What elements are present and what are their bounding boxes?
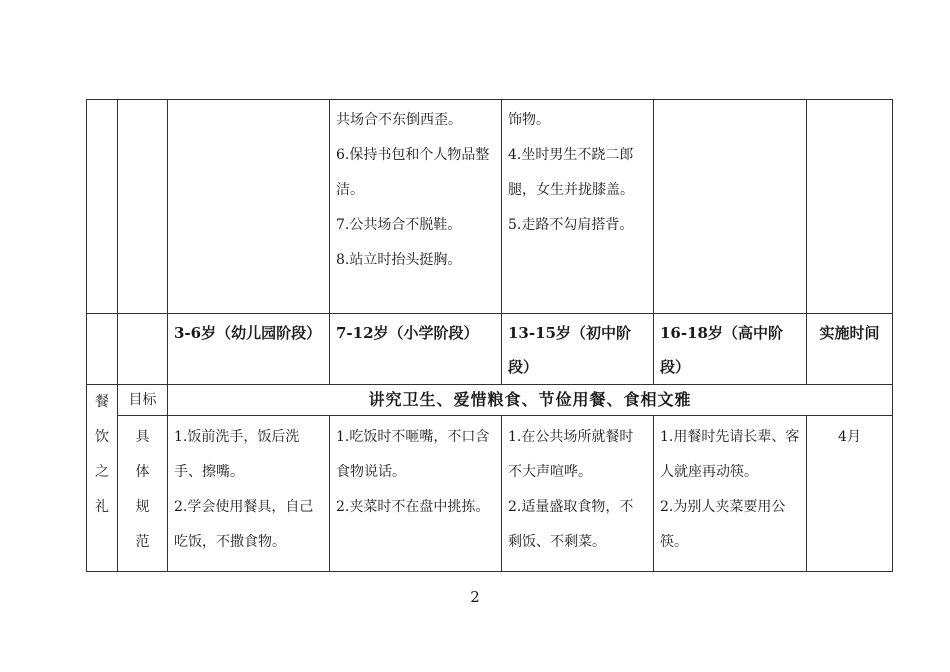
goal-row: [87, 385, 893, 416]
spec-stage4: [654, 416, 807, 572]
spec-char: 体: [135, 464, 150, 480]
header-stage1: 3-6岁（幼儿园阶段）: [168, 314, 330, 385]
primary-continued-cell: [330, 100, 502, 314]
empty-cell: [654, 100, 807, 314]
spec-stage3: [502, 416, 654, 572]
rule-item: 1.在公共场所就餐时不大声喧哗。: [508, 429, 634, 480]
spec-char: 规: [135, 499, 150, 515]
rule-item: 饰物。: [508, 112, 550, 128]
rule-item: 共场合不东倒西歪。: [336, 112, 462, 128]
category-char: 礼: [95, 499, 109, 515]
rule-item: 2.为别人夹菜要用公筷。: [660, 499, 786, 550]
rule-item: 7.公共场合不脱鞋。: [336, 217, 462, 233]
etiquette-table: [86, 99, 893, 572]
rule-item: 1.吃饭时不咂嘴，不口含食物说话。: [336, 429, 490, 480]
category-char: 饮: [95, 429, 109, 445]
rule-item: 8.站立时抬头挺胸。: [336, 252, 462, 268]
spec-row: [87, 416, 893, 572]
spec-char: 范: [135, 534, 150, 550]
category-char: 餐: [95, 394, 109, 410]
continued-row: [87, 100, 893, 314]
header-time: 实施时间: [807, 314, 893, 385]
rule-item: 1.用餐时先请长辈、客人就座再动筷。: [660, 429, 800, 480]
empty-cell: [807, 100, 893, 314]
middle-continued-cell: [502, 100, 654, 314]
header-stage4: 16-18岁（高中阶段）: [654, 314, 807, 385]
category-char: 之: [95, 464, 109, 480]
empty-cell: [87, 100, 118, 314]
header-row: [87, 314, 893, 385]
rule-item: 2.适量盛取食物，不剩饭、不剩菜。: [508, 499, 634, 550]
page-number: 2: [470, 588, 480, 606]
empty-cell: [168, 100, 330, 314]
rule-item: 1.饭前洗手，饭后洗手、擦嘴。: [174, 429, 300, 480]
rule-item: 6.保持书包和个人物品整洁。: [336, 147, 490, 198]
rule-item: 2.学会使用餐具，自己吃饭，不撒食物。: [174, 499, 314, 550]
empty-cell: [118, 100, 168, 314]
category-cell: [87, 385, 118, 572]
rule-item: 4.坐时男生不跷二郎腿，女生并拢膝盖。: [508, 147, 634, 198]
header-stage3: 13-15岁（初中阶段）: [502, 314, 654, 385]
spec-time: 4月: [807, 416, 893, 572]
rule-item: 5.走路不勾肩搭背。: [508, 217, 634, 233]
spec-stage1: [168, 416, 330, 572]
goal-label: 目标: [118, 385, 168, 416]
rule-item: 2.夹菜时不在盘中挑拣。: [336, 499, 490, 515]
header-stage2: 7-12岁（小学阶段）: [330, 314, 502, 385]
goal-text: 讲究卫生、爱惜粮食、节俭用餐、食相文雅: [168, 385, 893, 416]
spec-label-cell: [118, 416, 168, 572]
spec-char: 具: [135, 429, 150, 445]
empty-cell: [87, 314, 118, 385]
spec-stage2: [330, 416, 502, 572]
empty-cell: [118, 314, 168, 385]
